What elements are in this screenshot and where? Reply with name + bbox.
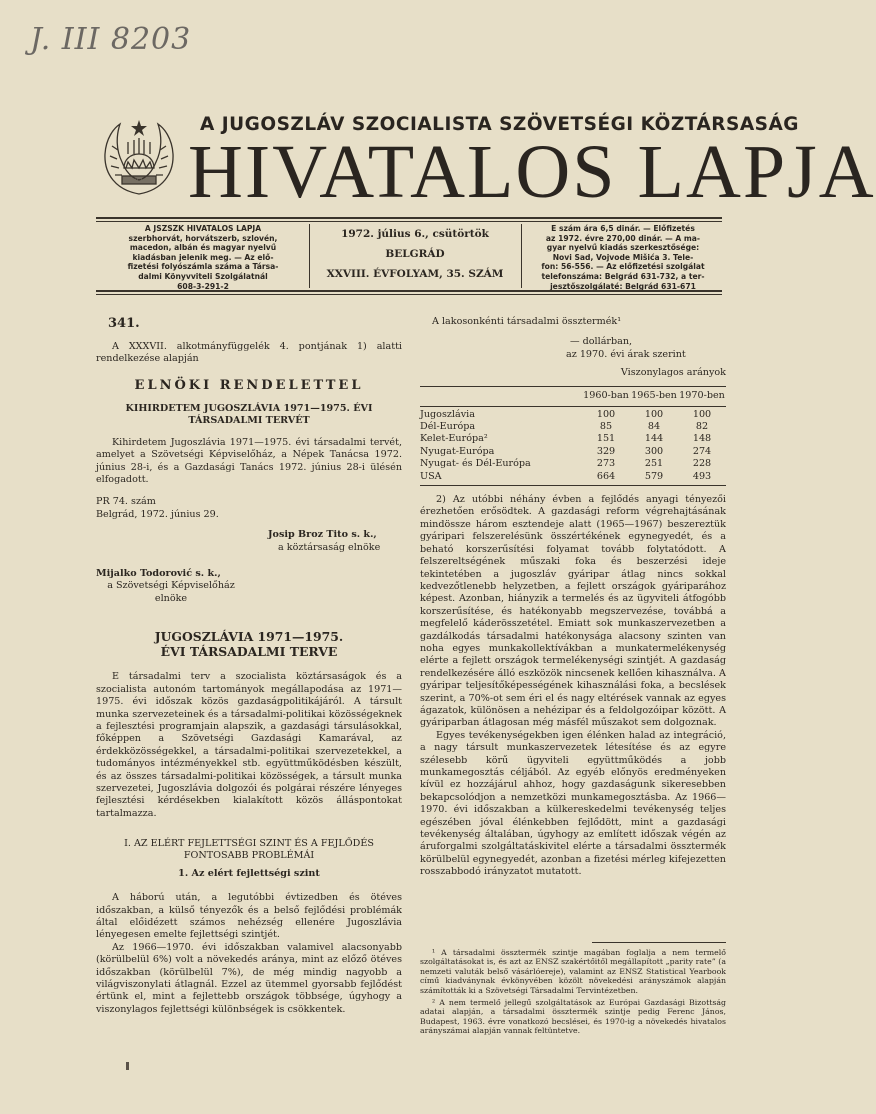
header-rule-bottom-thin [96,294,722,295]
section-heading: I. AZ ELÉRT FEJLETTSÉGI SZINT ÉS A FEJLŐDÉS FONTOSABB PROBLÉMÁI [124,838,374,862]
page-mark [126,1062,129,1070]
masthead-title: HIVATALOS LAPJA [188,130,876,214]
signatory-title: a Szövetségi Képviselőház elnöke [107,580,235,604]
table-row: Nyugat- és Dél-Európa 273 251 228 [420,458,712,470]
table-row: Jugoszlávia 100 100 100 [420,408,712,420]
place-date: Belgrád, 1972. június 29. [96,508,219,520]
header-right-line: az 1972. évre 270,00 dinár. — A ma- [545,233,701,243]
signatory-title: a köztársaság elnöke [278,541,381,553]
header-rule-top [96,217,722,219]
handwritten-catalog-note: J. III 8203 [30,22,192,57]
header-right-line: gyar nyelvű kiadás szerkesztősége: [546,243,700,253]
issue-volume: XXVIII. ÉVFOLYAM, 35. SZÁM [326,268,504,280]
masthead-supertitle: A JUGOSZLÁV SZOCIALISTA SZÖVETSÉGI KÖZTÁRSASÁG [200,114,799,135]
signatory-name: Mijalko Todorović s. k., [96,568,221,580]
table-row: Nyugat-Európa 329 300 274 [420,445,712,457]
header-rule-top-thin [96,221,722,222]
decree-number: 341. [108,316,140,331]
header-right-info [524,224,722,291]
body-paragraph: Egyes tevékenységekben igen élénken halad az integráció, a nagy társult munkaszervezetek létesítése és az egyre szélesebb körű ügyviteli együttműködés a jobb munkamegosztás céljából. Az egyéb előnyös eredményeken kívül ez hozzájárul ahhoz, hogy gazdaságunk sikeresebben bekapcsolódjon a nemzetközi munkamegosztásba. Az 1966—1970. évi időszakban a külkereskedelmi tevékenység teljes egészében jóval élénkebben fejlődött, mint a gazdasági tevékenység általában, úgyhogy az említett időszak végén az áruforgalmi szolgáltatáskivitel elérte a társadalmi össztermék körülbelül egynegyedét, azonban a fizetési mérleg kifejezetten rosszabbodó irányzatot mutatott. [420,729,726,878]
header-left-info [100,224,306,291]
table-row: USA 664 579 493 [420,470,712,482]
signatory-name: Josip Broz Tito s. k., [268,529,377,541]
table-rule [420,485,726,486]
coat-of-arms-emblem [96,116,182,202]
header-right-line: jesztőszolgálaté: Belgrád 631-671 [550,281,696,291]
issue-place: BELGRÁD [385,248,445,260]
table-rule [420,386,726,387]
plan-paragraph: E társadalmi terv a szocialista köztársaságok és a szocialista autonóm tartományok megállapodása az 1971—1975. évi időszak közös gazdaságpolitikájáról. A társult munka szervezeteinek és a társadalmi-politikai közösségeknek a fejlesztési programjain alapszik, a gazdasági társulásokkal, főképpen a Szövetségi Gazdasági Kamarával, az érdekközösségekkel, a társadalmi-politikai szervezetekkel, a tudományos intézményekkel stb. együttműködésben készült, és az összes társadalmi-politikai közösségek, a társult munka szervezetei, Jugoszlávia dolgozói és polgárai részére lényeges fejlesztési kérdésekben kialakított közös álláspontokat tartalmazza. [96,671,402,819]
body-paragraph: Az 1966—1970. évi időszakban valamivel alacsonyabb (körülbelül 6%) volt a növekedés aránya, mint az előző ötéves időszakban (körülbelül 7%), de még mindig nagyobb a világviszonylati átlagnál. Ezzel az ütemmel gyorsabb fejlődést értünk el, mint a fejlettebb országok többsége, úgyhogy a viszonylagos fejlettségi különbségek is csökkentek. [96,941,402,1015]
decree-intro: A XXXVII. alkotmányfüggelék 4. pontjának 1) alatti rendelkezése alapján [96,341,402,365]
header-left-line: fizetési folyószámla száma a Társa- [127,262,279,272]
subsection-heading: 1. Az elért fejlettségi szint [178,868,320,880]
signature-block-1 [96,529,402,554]
body-paragraph: A háború után, a legutóbbi évtizedben és ötéves időszakban, a külső tényezők és a belső fejlődési problémák által előidézett számos nehézség ellenére Jugoszlávia lényegesen emelte fejlettségi szintjét. [96,892,402,941]
footnote-2: ² A nem termelő jellegű szolgáltatások az Európai Gazdasági Bizottság adatai alapján, a társadalmi össztermék szintje pedig Ferenc János, Budapest, 1963. évre vonatkozó becslései, és 1970-ig a növekedés hivatalos arányszámai alapján vannak feltüntetve. [420,998,726,1036]
header-left-line: 608-3-291-2 [177,281,229,291]
signature-block-2 [96,568,402,605]
table-subtitle: az 1970. évi árak szerint [566,348,686,360]
table-subtitle-relative: Viszonylagos arányok [620,367,726,379]
column-header: 1965-ben [631,390,677,402]
column-header: 1970-ben [679,390,725,402]
gdp-table [420,390,726,404]
header-left-line: kiadásban jelenik meg. — Az elő- [132,252,274,262]
pr-number: PR 74. szám [96,496,156,508]
plan-title: JUGOSZLÁVIA 1971—1975. ÉVI TÁRSADALMI TERVE [154,629,344,660]
header-left-line: macedon, albán és magyar nyelvű [129,243,277,253]
body-paragraph: 2) Az utóbbi néhány évben a fejlődés anyagi tényezői érezhetően erősödtek. A gazdasági reform végrehajtásának mindössze három esztendeje alatt (1965—1967) beszereztük gyáripari felszerelésünk összértékének egynegyedét, és a beható korszerűsítési folyamat tovább folytatódott. A felszereltségének műszaki foka és beszerzési ideje tekintetében a jugoszláv gyáripar átlag nincs sokkal kedvezőtlenebb helyzetben, a fejlett országok gyáriparához képest. Azonban, hiányzik a termelés és az ügyviteli átfogóbb korszerűsítése, és hatékonyabb megszervezése, továbbá a megfelelő káderösszetétel. Emiatt sok munkaszervezetben a gazdálkodás társadalmi hatékonysága alacsony szinten van noha egyes munkakollektívákban a munkatermelékenység elérte a fejlett országok termelékenységi szintjét. A gazdaság rendelkezésére álló eszközök nincsenek kellően kihasználva. A gyáripar teljesítőképességének kihasználási foka, a becslések szerint, a 70%-ot sem éri el és nagy eltérések vannak az egyes ágazatok, különösen a nehézipar és a feldolgozóipar között. A gyáriparban átlagosan még másfél műszakot sem dolgoznak. [420,494,726,729]
table-subtitle: — dollárban, [570,336,633,348]
gdp-table-body [420,409,726,483]
proclamation-text: Kihirdetem Jugoszlávia 1971—1975. évi társadalmi tervét, amelyet a Szövetségi Képviselőház, a Népek Tanácsa 1972. június 28-i, és a Gazdasági Tanács 1972. június 28-i ülésén elfogadott. [96,436,402,486]
header-right-line: Novi Sad, Vojvode Mišića 3. Tele- [552,252,694,262]
footnotes [420,948,726,1036]
header-right-line: telefonszáma: Belgrád 631-732, a ter- [541,271,705,281]
header-rule-bottom [96,290,722,292]
table-rule [420,406,726,407]
table-row: Kelet-Európa² 151 144 148 [420,433,712,445]
header-left-line: szerbhorvát, horvátszerb, szlovén, [128,233,278,243]
footnote-1: ¹ A társadalmi össztermék szintje magában foglalja a nem termelő szolgáltatásokat is, és azt az ENSZ szakértőitől megállapított „parity rate” (a nemzeti valuták belső vásárlóereje), valamint az ENSZ Statistical Yearbook című kiadványnak évkönyvében közölt növekedési arányszámok alapján számították ki a Szövetségi Társadalmi Tervintézetben. [420,948,726,995]
decree-heading: ELNÖKI RENDELETTEL [134,377,364,393]
footnote-rule [592,942,726,943]
header-divider-right [521,224,522,288]
issue-date: 1972. július 6., csütörtök [341,228,489,240]
header-left-line: A JSZSZK HIVATALOS LAPJA [144,224,262,233]
header-left-line: dalmi Könyvviteli Szolgálatnál [138,271,268,281]
table-title: A lakosonkénti társadalmi össztermék¹ [432,316,622,327]
header-right-line: fon: 56-556. — Az előfizetési szolgálat [541,262,705,272]
column-header: 1960-ban [583,390,629,402]
table-row: Dél-Európa 85 84 82 [420,421,709,433]
right-column [420,316,726,879]
proclamation-heading: KIHIRDETEM JUGOSZLÁVIA 1971—1975. ÉVI TÁRSADALMI TERVÉT [125,402,373,426]
left-column [96,316,402,1016]
header-right-line: E szám ára 6,5 dinár. — Előfizetés [551,224,695,233]
header-center-info [312,224,518,284]
header-divider-left [309,224,310,288]
